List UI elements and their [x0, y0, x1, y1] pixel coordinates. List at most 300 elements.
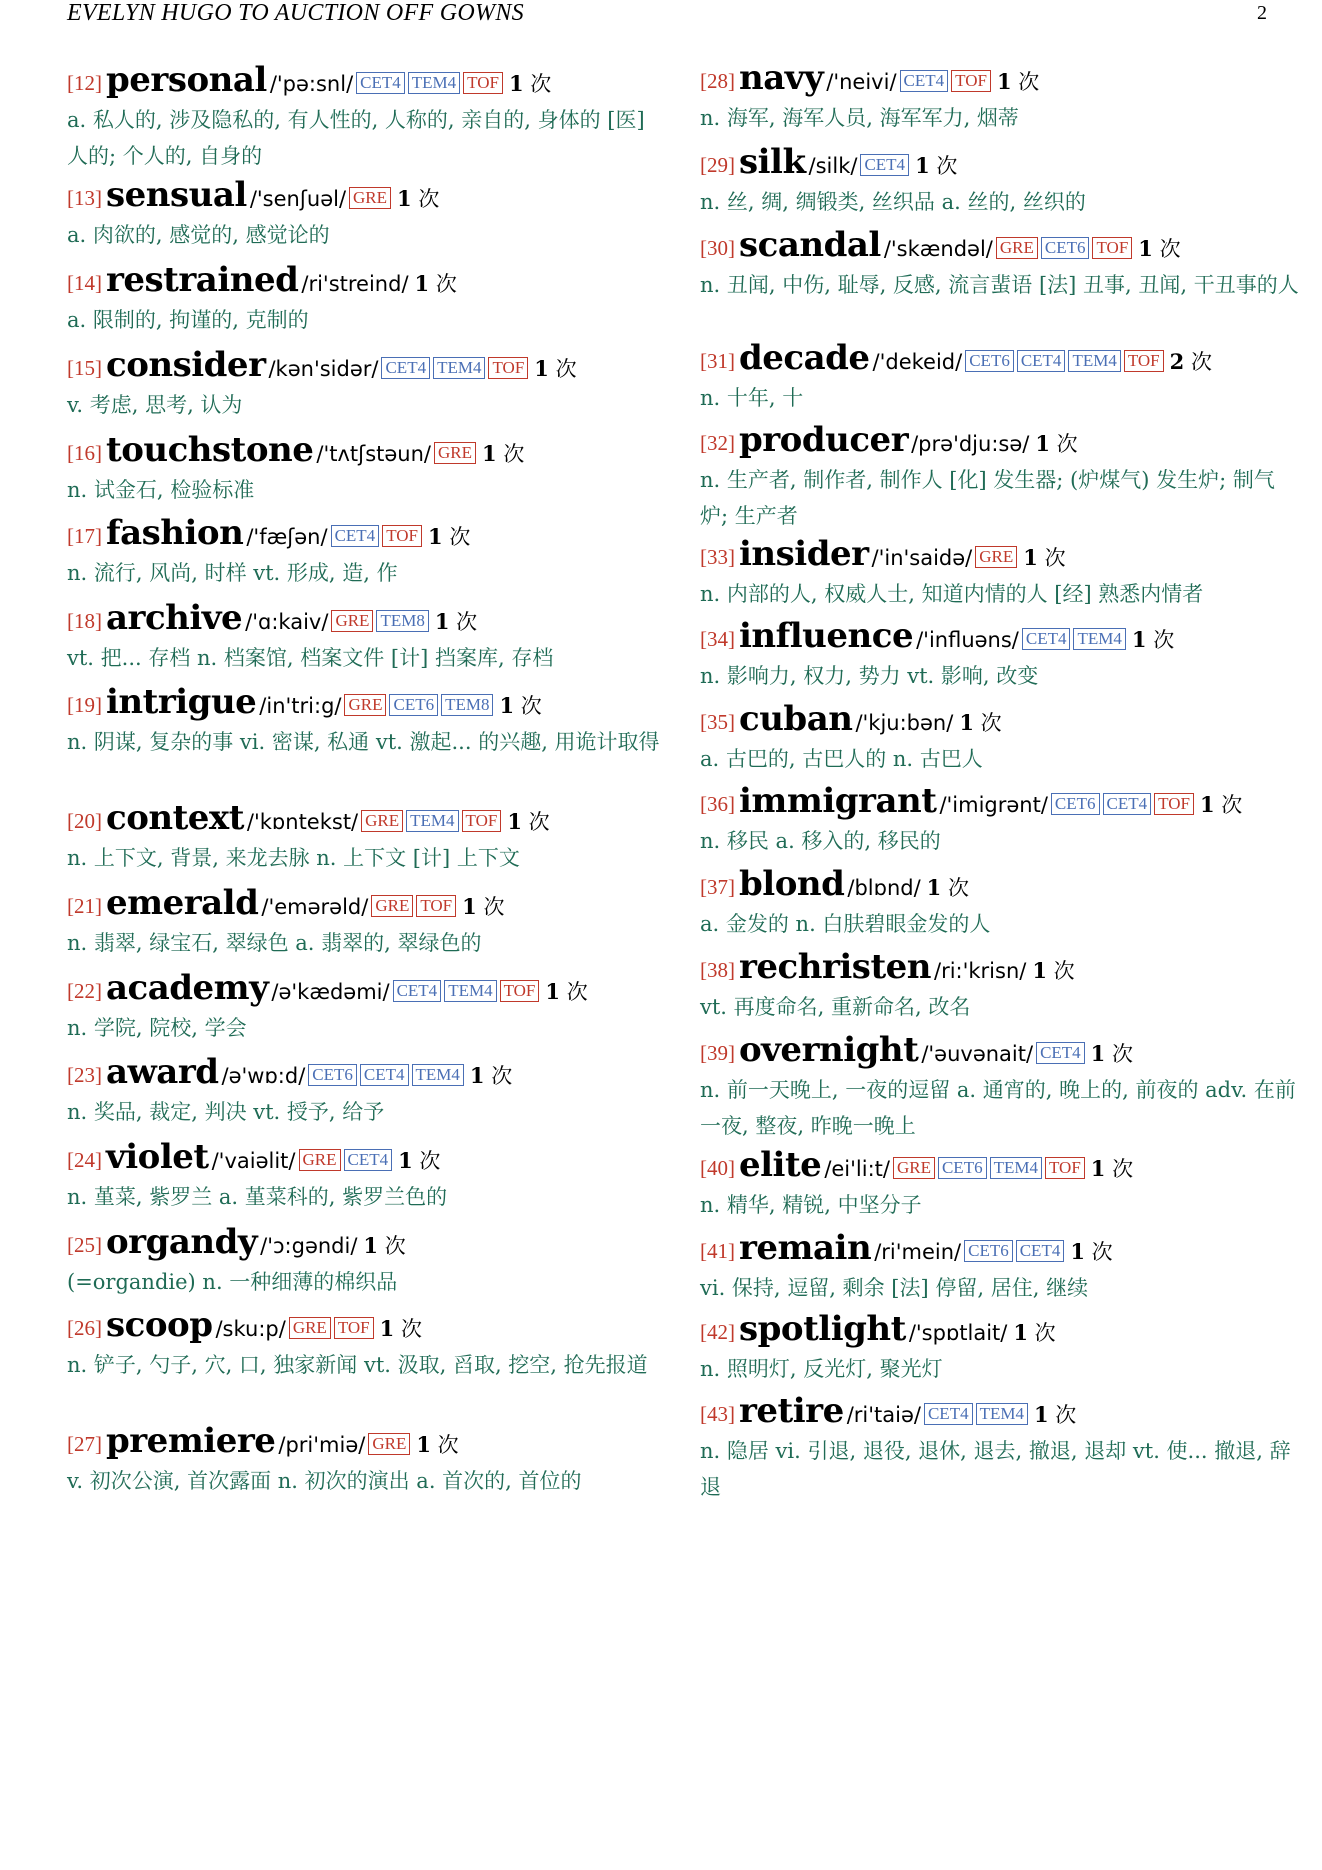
vocab-entry [700, 58, 1300, 136]
vocab-entry [67, 1305, 667, 1383]
pronunciation: /'pə:snl/ [269, 72, 354, 96]
entry-number: [38] [700, 958, 735, 982]
occurrence-count [363, 1234, 405, 1258]
count-number: 1 [1090, 1041, 1106, 1066]
pronunciation: /'ɑ:kaiv/ [245, 610, 329, 634]
entry-number: [21] [67, 894, 102, 918]
occurrence-count [482, 442, 524, 466]
headword: scoop [106, 1305, 213, 1345]
count-unit: 次 [1055, 1403, 1077, 1427]
count-unit: 次 [503, 442, 525, 466]
count-unit: 次 [437, 1433, 459, 1457]
count-unit: 次 [400, 1317, 422, 1341]
headword: restrained [106, 260, 299, 300]
count-unit: 次 [483, 895, 505, 919]
entry-number: [39] [700, 1041, 735, 1065]
exam-tag: CET4 [356, 72, 405, 94]
vocab-entry [700, 1030, 1300, 1144]
exam-tag: CET4 [381, 357, 430, 379]
entry-head [67, 1222, 667, 1262]
definition: n. 上下文, 背景, 来龙去脉 n. 上下文 [计] 上下文 [67, 846, 520, 870]
pronunciation: /sku:p/ [215, 1317, 286, 1341]
exam-tag: TOF [1092, 237, 1132, 259]
definition: vi. 保持, 逗留, 剩余 [法] 停留, 居住, 继续 [700, 1276, 1089, 1300]
entry-number: [34] [700, 627, 735, 651]
entry-number: [41] [700, 1239, 735, 1263]
headword: fashion [106, 513, 244, 553]
definition: n. 前一天晚上, 一夜的逗留 a. 通宵的, 晚上的, 前夜的 adv. 在前一夜, 整夜, 昨晚一晚上 [700, 1078, 1296, 1138]
exam-tag: CET4 [393, 980, 442, 1002]
count-number: 1 [996, 69, 1012, 94]
entry-head [67, 598, 667, 638]
entry-head [700, 58, 1300, 98]
exam-tag: TOF [416, 895, 456, 917]
entry-head [67, 430, 667, 470]
pronunciation: /blɒnd/ [847, 876, 921, 900]
exam-tag: GRE [434, 442, 476, 464]
entry-head [700, 1309, 1300, 1349]
vocab-entry [700, 1391, 1300, 1505]
vocab-entry [67, 1137, 667, 1215]
entry-head [67, 60, 667, 100]
entry-head [67, 260, 667, 300]
page-number: 2 [1257, 2, 1267, 24]
pronunciation: /'influəns/ [916, 628, 1019, 652]
entry-head [67, 513, 667, 553]
headword: award [106, 1052, 219, 1092]
entry-number: [20] [67, 809, 102, 833]
headword: immigrant [739, 781, 937, 821]
count-unit: 次 [528, 810, 550, 834]
vocab-entry [67, 682, 667, 760]
vocab-entry [700, 142, 1300, 220]
entry-number: [18] [67, 609, 102, 633]
count-number: 1 [482, 441, 497, 466]
occurrence-count [1013, 1321, 1055, 1345]
occurrence-count [398, 1149, 440, 1173]
definition: (=organdie) n. 一种细薄的棉织品 [67, 1270, 398, 1294]
exam-tag: TOF [1045, 1157, 1085, 1179]
entry-head [67, 1305, 667, 1345]
vocab-entry [700, 1309, 1300, 1387]
definition: n. 移民 a. 移入的, 移民的 [700, 829, 941, 853]
occurrence-count [435, 610, 477, 634]
definition: n. 照明灯, 反光灯, 聚光灯 [700, 1357, 943, 1381]
headword: retire [739, 1391, 844, 1431]
exam-tag: TOF [1154, 793, 1194, 815]
occurrence-count [470, 1064, 512, 1088]
definition: n. 隐居 vi. 引退, 退役, 退休, 退去, 撤退, 退却 vt. 使... 撤退, 辞退 [700, 1439, 1291, 1499]
count-number: 1 [959, 710, 974, 735]
definition: a. 古巴的, 古巴人的 n. 古巴人 [700, 747, 983, 771]
exam-tag: CET4 [900, 70, 949, 92]
pronunciation: /'kɒntekst/ [246, 810, 359, 834]
count-unit: 次 [1112, 1157, 1134, 1181]
definition: n. 流行, 风尚, 时样 vt. 形成, 造, 作 [67, 561, 398, 585]
exam-tag: TOF [951, 70, 991, 92]
count-unit: 次 [566, 980, 588, 1004]
exam-tag: TEM4 [412, 1064, 464, 1086]
vocab-entry [67, 1421, 667, 1499]
headword: premiere [106, 1421, 276, 1461]
entry-head [67, 798, 667, 838]
vocab-entry [700, 781, 1300, 859]
entry-head [700, 1391, 1300, 1431]
vocab-entry [67, 883, 667, 961]
count-unit: 次 [1091, 1240, 1113, 1264]
occurrence-count [1023, 546, 1065, 570]
count-number: 1 [1199, 792, 1215, 817]
entry-number: [40] [700, 1156, 735, 1180]
page-header [67, 0, 1267, 30]
exam-tag: TEM4 [406, 810, 458, 832]
pronunciation: /'dekeid/ [872, 350, 963, 374]
exam-tag: TEM8 [376, 610, 428, 632]
count-number: 1 [379, 1316, 395, 1341]
exam-tag: CET4 [1022, 628, 1071, 650]
count-number: 1 [1013, 1320, 1028, 1345]
entry-number: [13] [67, 186, 102, 210]
pronunciation: /'skændəl/ [883, 237, 993, 261]
exam-tag: TEM4 [976, 1403, 1028, 1425]
vocab-entry [700, 338, 1300, 416]
pronunciation: /ə'wɒ:d/ [221, 1064, 306, 1088]
entry-number: [17] [67, 524, 102, 548]
headword: blond [739, 864, 845, 904]
count-number: 1 [1131, 627, 1147, 652]
count-unit: 次 [980, 711, 1002, 735]
count-unit: 次 [384, 1234, 406, 1258]
headword: academy [106, 968, 269, 1008]
exam-tag: TEM4 [433, 357, 485, 379]
entry-head [700, 338, 1300, 378]
exam-tag: CET6 [389, 694, 438, 716]
entry-number: [12] [67, 71, 102, 95]
entry-number: [14] [67, 271, 102, 295]
exam-tag: CET4 [1017, 350, 1066, 372]
pronunciation: /'tʌtʃstəun/ [316, 442, 431, 466]
exam-tag: CET6 [965, 350, 1014, 372]
vocab-entry [700, 420, 1300, 534]
exam-tag: CET4 [1103, 793, 1152, 815]
count-number: 1 [462, 894, 477, 919]
definition: v. 考虑, 思考, 认为 [67, 393, 243, 417]
definition: n. 奖品, 裁定, 判决 vt. 授予, 给予 [67, 1100, 385, 1124]
occurrence-count [1200, 793, 1242, 817]
occurrence-count [499, 694, 541, 718]
pronunciation: /'vaiəlit/ [211, 1149, 296, 1173]
vocab-entry [67, 1052, 667, 1130]
headword: personal [106, 60, 267, 100]
count-number: 1 [926, 875, 942, 900]
pronunciation: /'emərəld/ [261, 895, 369, 919]
count-unit: 次 [1044, 546, 1066, 570]
count-unit: 次 [1053, 959, 1075, 983]
exam-tag: CET4 [1036, 1042, 1085, 1064]
headword: violet [106, 1137, 209, 1177]
entry-head [700, 534, 1300, 574]
exam-tag: CET4 [860, 154, 909, 176]
entry-head [700, 420, 1300, 460]
pronunciation: /'spɒtlait/ [908, 1321, 1008, 1345]
occurrence-count [1170, 350, 1212, 374]
pronunciation: /'əuvənait/ [921, 1042, 1034, 1066]
occurrence-count [997, 70, 1039, 94]
count-unit: 次 [419, 1149, 441, 1173]
entry-number: [35] [700, 710, 735, 734]
entry-number: [23] [67, 1063, 102, 1087]
definition: a. 限制的, 拘谨的, 克制的 [67, 308, 309, 332]
entry-head [700, 1228, 1300, 1268]
entry-number: [33] [700, 545, 735, 569]
entry-number: [31] [700, 349, 735, 373]
definition: n. 阴谋, 复杂的事 vi. 密谋, 私通 vt. 激起... 的兴趣, 用诡计取得 [67, 730, 660, 754]
count-number: 1 [1138, 236, 1153, 261]
headword: decade [739, 338, 870, 378]
vocab-entry [67, 798, 667, 876]
pronunciation: /kən'sidər/ [268, 357, 379, 381]
count-unit: 次 [1190, 350, 1212, 374]
count-unit: 次 [1111, 1042, 1133, 1066]
entry-number: [19] [67, 693, 102, 717]
vocab-entry [67, 430, 667, 508]
entry-head [700, 142, 1300, 182]
vocab-entry [67, 598, 667, 676]
count-number: 2 [1169, 349, 1185, 374]
definition: n. 十年, 十 [700, 386, 804, 410]
exam-tag: TOF [463, 72, 503, 94]
count-number: 1 [1023, 545, 1038, 570]
vocab-entry [67, 345, 667, 423]
occurrence-count [1132, 628, 1174, 652]
vocab-entry [67, 1222, 667, 1300]
definition: v. 初次公演, 首次露面 n. 初次的演出 a. 首次的, 首位的 [67, 1469, 582, 1493]
vocab-entry [700, 534, 1300, 612]
definition: a. 私人的, 涉及隐私的, 有人性的, 人称的, 亲自的, 身体的 [医] 人的; 个人的, 自身的 [67, 108, 645, 168]
count-unit: 次 [418, 187, 440, 211]
definition: n. 内部的人, 权威人士, 知道内情的人 [经] 熟悉内情者 [700, 582, 1204, 606]
occurrence-count [380, 1317, 422, 1341]
count-number: 1 [1090, 1156, 1106, 1181]
pronunciation: /'ɔ:gəndi/ [260, 1234, 358, 1258]
exam-tag: GRE [975, 546, 1017, 568]
vocab-entry [700, 864, 1300, 942]
pronunciation: /'kju:bən/ [855, 711, 954, 735]
exam-tag: TEM4 [444, 980, 496, 1002]
vocab-entry [67, 513, 667, 591]
exam-tag: GRE [371, 895, 413, 917]
entry-head [700, 225, 1300, 265]
exam-tag: TOF [462, 810, 502, 832]
occurrence-count [1091, 1042, 1133, 1066]
entry-head [700, 1145, 1300, 1185]
entry-head [67, 682, 667, 722]
headword: cuban [739, 699, 853, 739]
entry-number: [26] [67, 1316, 102, 1340]
occurrence-count [1034, 1403, 1076, 1427]
exam-tag: CET6 [1051, 793, 1100, 815]
entry-head [67, 175, 667, 215]
count-unit: 次 [936, 154, 958, 178]
count-number: 1 [428, 524, 443, 549]
count-number: 1 [508, 71, 524, 96]
definition: n. 生产者, 制作者, 制作人 [化] 发生器; (炉煤气) 发生炉; 制气炉; 生产者 [700, 468, 1275, 528]
exam-tag: TEM8 [441, 694, 493, 716]
headword: archive [106, 598, 243, 638]
occurrence-count [1070, 1240, 1112, 1264]
entry-head [67, 1052, 667, 1092]
occurrence-count [534, 357, 576, 381]
definition: vt. 把... 存档 n. 档案馆, 档案文件 [计] 挡案库, 存档 [67, 646, 554, 670]
entry-number: [15] [67, 356, 102, 380]
occurrence-count [927, 876, 969, 900]
entry-number: [37] [700, 875, 735, 899]
count-number: 1 [1035, 431, 1050, 456]
entry-number: [24] [67, 1148, 102, 1172]
exam-tag: CET6 [938, 1157, 987, 1179]
pronunciation: /prə'dju:sə/ [911, 432, 1030, 456]
exam-tag: CET4 [924, 1403, 973, 1425]
count-number: 1 [915, 153, 930, 178]
entry-number: [27] [67, 1432, 102, 1456]
vocab-entry [700, 699, 1300, 777]
entry-head [700, 781, 1300, 821]
occurrence-count [1138, 237, 1180, 261]
pronunciation: /pri'miə/ [278, 1433, 366, 1457]
entry-number: [28] [700, 69, 735, 93]
occurrence-count [545, 980, 587, 1004]
pronunciation: /ri'mein/ [874, 1240, 962, 1264]
pronunciation: /ei'li:t/ [824, 1157, 890, 1181]
headword: producer [739, 420, 909, 460]
count-number: 1 [1070, 1239, 1085, 1264]
occurrence-count [509, 72, 551, 96]
exam-tag: CET6 [1041, 237, 1090, 259]
exam-tag: CET6 [964, 1240, 1013, 1262]
count-number: 1 [397, 186, 412, 211]
entry-number: [29] [700, 153, 735, 177]
count-unit: 次 [435, 272, 457, 296]
pronunciation: /'senʃuəl/ [249, 187, 347, 211]
exam-tag: GRE [289, 1317, 331, 1339]
count-unit: 次 [491, 1064, 513, 1088]
headword: scandal [739, 225, 881, 265]
exam-tag: GRE [361, 810, 403, 832]
entry-head [700, 699, 1300, 739]
exam-tag: GRE [299, 1149, 341, 1171]
definition: a. 金发的 n. 白肤碧眼金发的人 [700, 912, 991, 936]
definition: n. 堇菜, 紫罗兰 a. 堇菜科的, 紫罗兰色的 [67, 1185, 448, 1209]
exam-tag: TOF [334, 1317, 374, 1339]
exam-tag: TOF [382, 525, 422, 547]
vocab-entry [700, 225, 1300, 303]
headword: organdy [106, 1222, 258, 1262]
headword: overnight [739, 1030, 919, 1070]
entry-number: [30] [700, 236, 735, 260]
definition: n. 精华, 精锐, 中坚分子 [700, 1193, 922, 1217]
headword: intrigue [106, 682, 257, 722]
exam-tag: GRE [344, 694, 386, 716]
count-unit: 次 [1221, 793, 1243, 817]
count-number: 1 [416, 1432, 431, 1457]
exam-tag: TOF [1124, 350, 1164, 372]
entry-number: [22] [67, 979, 102, 1003]
count-unit: 次 [947, 876, 969, 900]
headword: insider [739, 534, 869, 574]
count-number: 1 [363, 1233, 379, 1258]
occurrence-count [415, 272, 457, 296]
occurrence-count [1035, 432, 1077, 456]
vocab-entry [700, 616, 1300, 694]
occurrence-count [1032, 959, 1074, 983]
exam-tag: TEM4 [990, 1157, 1042, 1179]
occurrence-count [462, 895, 504, 919]
count-unit: 次 [1034, 1321, 1056, 1345]
vocab-entry [67, 260, 667, 338]
headword: navy [739, 58, 824, 98]
exam-tag: CET4 [331, 525, 380, 547]
occurrence-count [428, 525, 470, 549]
exam-tag: TEM4 [408, 72, 460, 94]
entry-head [67, 968, 667, 1008]
headword: silk [739, 142, 806, 182]
entry-number: [16] [67, 441, 102, 465]
headword: sensual [106, 175, 247, 215]
exam-tag: GRE [349, 187, 391, 209]
pronunciation: /ri:'krisn/ [934, 959, 1027, 983]
entry-head [700, 616, 1300, 656]
count-unit: 次 [1056, 432, 1078, 456]
headword: context [106, 798, 244, 838]
entry-head [67, 883, 667, 923]
count-unit: 次 [530, 72, 552, 96]
headword: emerald [106, 883, 259, 923]
exam-tag: GRE [996, 237, 1038, 259]
vocab-entry [700, 1145, 1300, 1223]
entry-head [700, 947, 1300, 987]
count-unit: 次 [1159, 237, 1181, 261]
count-number: 1 [398, 1148, 413, 1173]
count-number: 1 [469, 1063, 485, 1088]
occurrence-count [1091, 1157, 1133, 1181]
pronunciation: /ri'taiə/ [846, 1403, 921, 1427]
vocab-entry [700, 947, 1300, 1025]
headword: remain [739, 1228, 872, 1268]
exam-tag: CET4 [360, 1064, 409, 1086]
definition: n. 学院, 院校, 学会 [67, 1016, 247, 1040]
count-number: 1 [507, 809, 522, 834]
occurrence-count [416, 1433, 458, 1457]
pronunciation: /'in'saidə/ [871, 546, 973, 570]
count-unit: 次 [449, 525, 471, 549]
definition: a. 肉欲的, 感觉的, 感觉论的 [67, 223, 330, 247]
pronunciation: /silk/ [808, 154, 858, 178]
definition: n. 丝, 绸, 绸锻类, 丝织品 a. 丝的, 丝织的 [700, 190, 1086, 214]
count-number: 1 [499, 693, 515, 718]
headword: rechristen [739, 947, 931, 987]
vocab-entry [67, 968, 667, 1046]
count-number: 1 [534, 356, 549, 381]
pronunciation: /ri'streind/ [301, 272, 409, 296]
count-unit: 次 [456, 610, 478, 634]
pronunciation: /ə'kædəmi/ [271, 980, 390, 1004]
definition: n. 翡翠, 绿宝石, 翠绿色 a. 翡翠的, 翠绿色的 [67, 931, 482, 955]
exam-tag: TEM4 [1073, 628, 1125, 650]
headword: spotlight [739, 1309, 906, 1349]
entry-number: [42] [700, 1320, 735, 1344]
occurrence-count [397, 187, 439, 211]
definition: n. 试金石, 检验标准 [67, 478, 255, 502]
